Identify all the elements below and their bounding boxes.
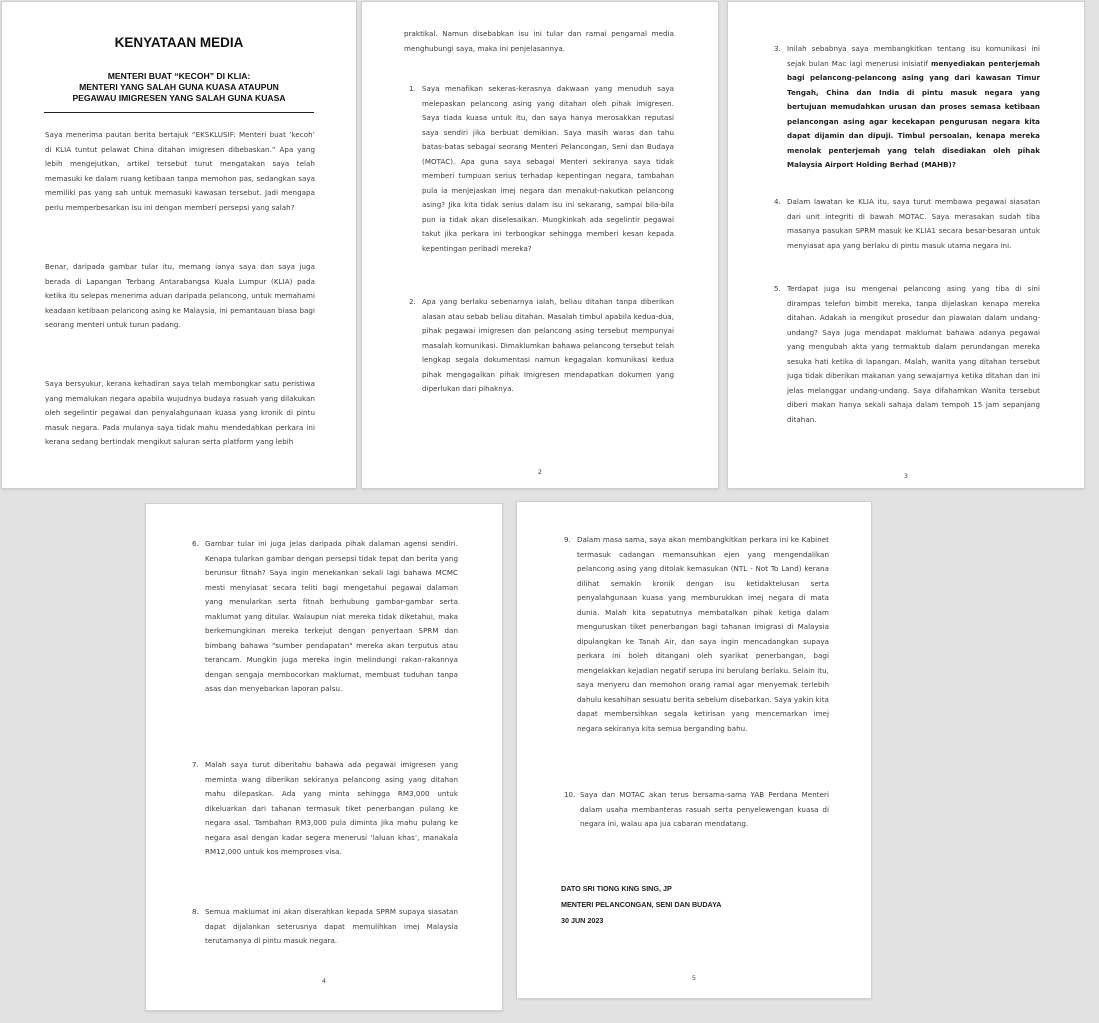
paragraph: Saya bersyukur, kerana kehadiran saya telah membongkar satu peristiwa yang memalukan negara apabila wujudnya budaya rasuah yang dilakukan oleh segelintir pegawai dan penyalahgunaan kuasa yang kronik di pintu masuk negara. Pada mulanya saya tidak mahu mendedahkan perkara ini kerana sedang bertindak mengikut saluran serta platform yang lebih: [45, 379, 315, 446]
document-page-5: [517, 502, 871, 998]
numbered-item: [192, 758, 458, 860]
signature-name: DATO SRI TIONG KING SING, JP: [561, 884, 672, 893]
item-number: 9.: [564, 535, 571, 544]
numbered-item: [774, 282, 1040, 427]
item-text: Saya menafikan sekeras-kerasnya dakwaan yang menuduh saya melepaskan pelancong asing yang ditahan oleh pihak imigresen. Saya tiada kuasa untuk itu, dan saya hanya merosakkan reputasi saya sendiri jika berbuat demikian. Saya masih waras dan tahu batas-batas sebagai seorang Menteri Pelancongan, Seni dan Budaya (MOTAC). Apa guna saya sebagai Menteri sekiranya saya tidak memberi tumpuan serius terhadap kepentingan negara, tambahan pula ia menjejaskan imej negara dan menakut-nakutkan pelancong asing? Jika kita tidak serius dalam isu ini sekarang, sampai bila-bila pun ia tidak akan diselesaikan. Mungkinkah ada segelintir pegawai takut jika perkara ini terbongkar sehingga memberi kesan kepada kepentingan peribadi mereka?: [422, 84, 674, 253]
item-number: 8.: [192, 907, 199, 916]
item-text: Dalam masa sama, saya akan membangkitkan perkara ini ke Kabinet termasuk cadangan memansuhkan ejen yang mengendalikan pelancong asing yang ditolak kemasukan (NTL - Not To Land) kerana dilihat semakin kronik dengan isu ketidaktelusan serta penyalahgunaan kuasa yang memburukkan imej negara di mata dunia. Malah kita sepatutnya membatalkan pihak ketiga dalam menguruskan tiket penerbangan bagi tahanan imigrasi di Malaysia dipulangkan ke Tanah Air, dan saya ingin mencadangkan supaya perkara ini boleh ditangani oleh syarikat penerbangan, bagi mengelakkan kejadian negatif serupa ini berulang berlaku. Selain itu, saya menyeru dan memohon orang ramai agar menyemak terlebih dahulu kesahihan sesuatu berita sebelum disebarkan. Saya yakin kita dapat membersihkan segala ketirisan yang mencemarkan imej negara sekiranya kita semua berganding bahu.: [577, 535, 829, 733]
numbered-item: [192, 905, 458, 949]
headline: [42, 71, 316, 104]
item-text: Semua maklumat ini akan diserahkan kepada SPRM supaya siasatan dapat dijalankan seterusnya dapat memulihkan imej Malaysia terutamanya di pintu masuk negara.: [205, 907, 458, 945]
signature-office: MENTERI PELANCONGAN, SENI DAN BUDAYA: [561, 900, 722, 909]
document-title: KENYATAAN MEDIA: [114, 35, 244, 50]
page-number: 2: [537, 468, 543, 476]
headline-line: PEGAWAU IMIGRESEN YANG SALAH GUNA KUASA: [72, 93, 286, 103]
numbered-item: [564, 788, 829, 832]
numbered-item: [564, 533, 829, 736]
signature-date: 30 JUN 2023: [561, 916, 604, 925]
numbered-item: [192, 537, 458, 697]
paragraph: Benar, daripada gambar tular itu, memang ianya saya dan saya juga berada di Lapangan Terbang Antarabangsa Kuala Lumpur (KLIA) pada ketika itu selepas menerima aduan daripada pelancong, untuk memahami keadaan ketibaan pelancong asing ke Malaysia, ini pemantauan biasa bagi seorang menteri untuk turun padang.: [45, 262, 315, 329]
item-text-bold: menyediakan penterjemah bagi pelancong-pelancong asing yang dari kawasan Timur Tengah, China dan India di pintu masuk negara yang bertujuan memudahkan urusan dan proses semasa ketibaan pelancongan asing agar kecekapan pengurusan negara kita dapat dijamin dan dipuji. Timbul persoalan, kenapa mereka menolak penterjemah yang telah disediakan oleh pihak Malaysia Airport Holding Berhad (MAHB)?: [787, 58, 1040, 169]
paragraph: Saya menerima pautan berita bertajuk “EKSKLUSIF: Menteri buat ‘kecoh’ di KLIA tuntut pelawat China ditahan imigresen dibebaskan.” Apa yang lebih mengejutkan, artikel tersebut turut mengatakan saya telah memasuki ke dalam ruang ketibaan tanpa memohon pas, sedangkan saya memiliki pas yang sah untuk memasuki kawasan tersebut. Jadi mengapa perlu memperbesarkan isu ini dengan memberi persepsi yang salah?: [45, 130, 315, 212]
numbered-item: [774, 42, 1040, 173]
numbered-item: [409, 295, 674, 397]
item-number: 6.: [192, 539, 199, 548]
paragraph: praktikal. Namun disebabkan isu ini tular dan ramai pengamal media menghubungi saya, maka ini penjelasannya.: [404, 29, 674, 53]
item-number: 4.: [774, 197, 781, 206]
document-page-1: [2, 2, 356, 488]
divider: [44, 112, 314, 113]
item-number: 10.: [564, 790, 576, 799]
item-number: 1.: [409, 84, 416, 93]
item-text: Apa yang berlaku sebenarnya ialah, beliau ditahan tanpa diberikan alasan atau sebab beliau ditahan. Masalah timbul apabila kedua-dua, pihak pegawai imigresen dan pelancong asing tersebut mempunyai masalah komunikasi. Dimaklumkan bahawa pelancong tersebut telah lengkap segala dokumentasi namun kegagalan komunikasi kedua pihak mengagalkan pihak Imigresen mendapatkan dokumen yang diperlukan dari pihaknya.: [422, 297, 674, 393]
item-text: [787, 42, 1040, 173]
item-number: 3.: [774, 44, 781, 53]
document-page-3: [728, 2, 1084, 488]
item-text: Terdapat juga isu mengenai pelancong asing yang tiba di sini dirampas telefon bimbit mereka, tanpa dijelaskan kenapa mereka ditahan. Adakah ia mengikut prosedur dan piawaian dalam undang-undang? Saya juga mendapat maklumat bahawa adanya pegawai yang mengubah akta yang termaktub dalam perundangan mereka sesuka hati ketika di lapangan. Malah, wanita yang ditahan tersebut juga tidak diberikan makanan yang sewajarnya ketika ditahan dan ini jelas melanggar undang-undang. Saya difahamkan Wanita tersebut diberi makan hanya sekali sahaja dalam tempoh 15 jam sepanjang ditahan.: [787, 284, 1040, 424]
page-number: 3: [903, 472, 909, 480]
page-number: 5: [691, 974, 697, 982]
document-page-2: [362, 2, 718, 488]
item-number: 2.: [409, 297, 416, 306]
item-number: 5.: [774, 284, 781, 293]
page-number: 4: [321, 977, 327, 985]
item-number: 7.: [192, 760, 199, 769]
item-text: Malah saya turut diberitahu bahawa ada pegawai imigresen yang meminta wang diberikan sekiranya pelancong asing yang ditahan mahu dilepaskan. Ada yang minta sehingga RM3,000 untuk dikeluarkan dari tahanan termasuk tiket penerbangan pulang ke negara asal. Tambahan RM3,000 pula diminta jika mahu pulang ke negara asal dengan kadar segera menerusi ‘laluan khas’, manakala RM12,000 untuk kos memproses visa.: [205, 760, 458, 856]
headline-line: MENTERI YANG SALAH GUNA KUASA ATAUPUN: [79, 82, 279, 92]
headline-line: MENTERI BUAT “KECOH” DI KLIA:: [107, 71, 251, 81]
numbered-item: [774, 195, 1040, 253]
item-text-normal: Inilah sebabnya saya membangkitkan tentang isu komunikasi ini sejak bulan Mac lagi menerusi inisiatif: [787, 44, 1040, 68]
document-page-4: [146, 504, 502, 1010]
item-text: Dalam lawatan ke KLIA itu, saya turut membawa pegawai siasatan dari unit integriti di bawah MOTAC. Saya merasakan sudah tiba masanya pasukan SPRM masuk ke KLIA1 secara besar-besaran untuk menyiasat apa yang berlaku di pintu masuk utama negara ini.: [787, 197, 1040, 250]
item-text: Gambar tular ini juga jelas daripada pihak dalaman agensi sendiri. Kenapa tularkan gambar dengan persepsi tidak tepat dan berita yang berunsur fitnah? Saya ingin menekankan sekali lagi bahawa MCMC mesti menyiasat secara teliti bagi mengetahui pegawai dalaman yang menularkan serta fitnah berhubung gambar-gambar serta maklumat yang ditular. Walaupun niat mereka tidak diketahui, maka berkemungkinan mereka terkejut dengan penyertaan SPRM dan bimbang bahawa "sumber pendapatan" mereka akan terputus atau terancam. Mungkin juga mereka ingin melindungi rakan-rakannya dengan sengaja membocorkan maklumat, membuat tuduhan tanpa asas dan menyebarkan laporan palsu.: [205, 539, 458, 693]
item-text: Saya dan MOTAC akan terus bersama-sama YAB Perdana Menteri dalam usaha membanteras rasuah serta penyelewengan kuasa di negara ini, walau apa jua cabaran mendatang.: [580, 790, 829, 828]
numbered-item: [409, 82, 674, 256]
